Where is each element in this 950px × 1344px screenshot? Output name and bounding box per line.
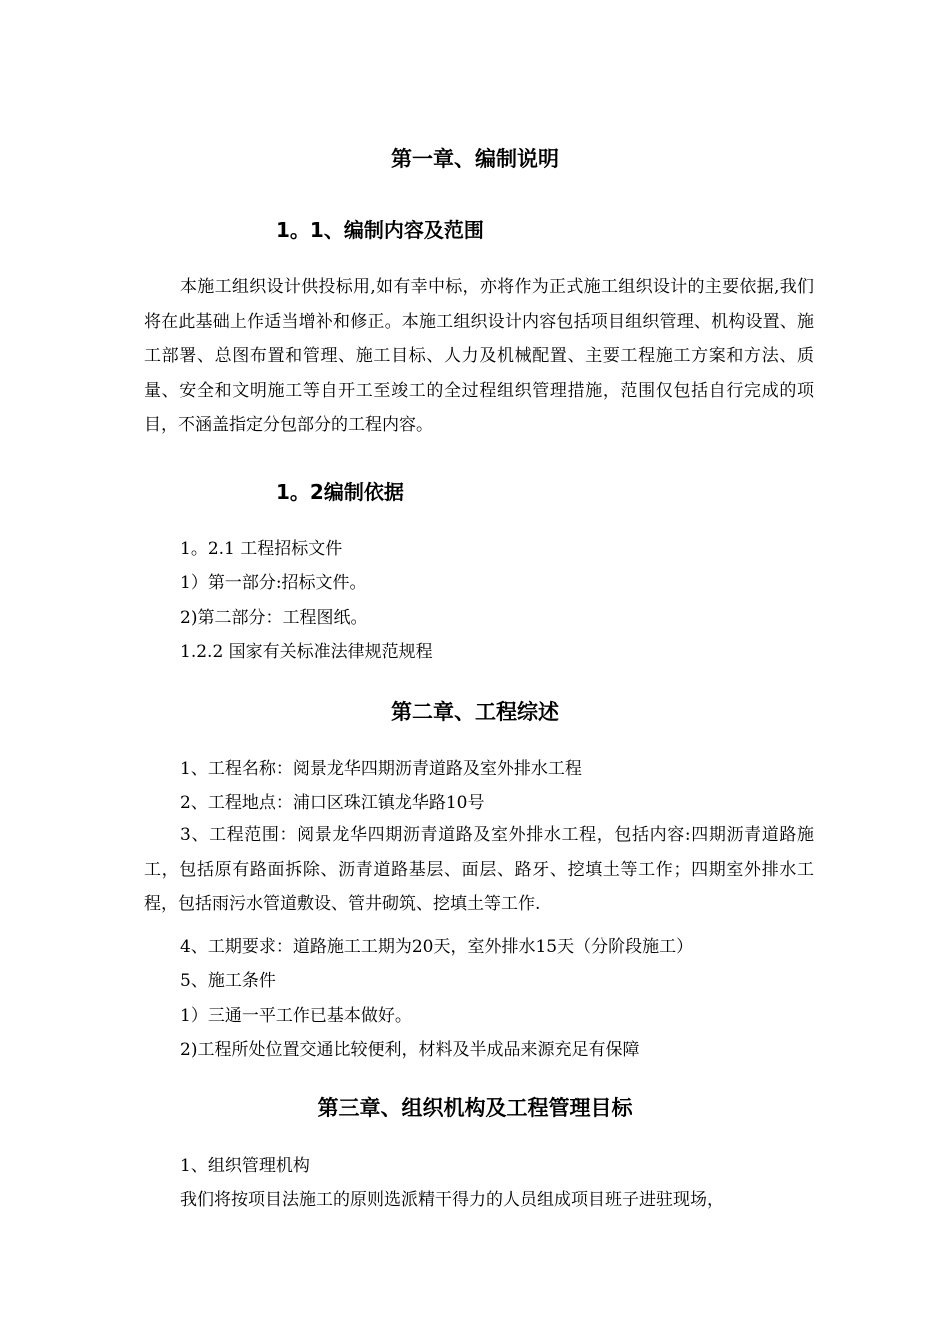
overview-line-6: 1）三通一平工作已基本做好。 — [180, 1006, 412, 1026]
basis-line-4: 1.2.2 国家有关标准法律规范规程 — [180, 642, 433, 662]
overview-line-4: 4、工期要求：道路施工工期为20天，室外排水15天（分阶段施工） — [180, 937, 694, 957]
section-1-2-title: 1。2编制依据 — [276, 480, 404, 504]
overview-line-1: 1、工程名称：阅景龙华四期沥青道路及室外排水工程 — [180, 759, 582, 779]
org-line-1: 1、组织管理机构 — [180, 1156, 310, 1176]
section-1-1-title: 1。1、编制内容及范围 — [276, 218, 484, 242]
overview-scope-paragraph: 3、工程范围：阅景龙华四期沥青道路及室外排水工程，包括内容:四期沥青道路施工，包括原有路面拆除、沥青道路基层、面层、路牙、挖填土等工作；四期室外排水工程，包括雨污水管道敷设、管井砌筑、挖填土等工作. — [144, 825, 814, 915]
chapter-2-title: 第二章、工程综述 — [391, 700, 559, 724]
basis-line-3: 2)第二部分：工程图纸。 — [180, 608, 368, 628]
section-1-1-paragraph: 本施工组织设计供投标用,如有幸中标，亦将作为正式施工组织设计的主要依据,我们将在此基础上作适当增补和修正。本施工组织设计内容包括项目组织管理、机构设置、施工部署、总图布置和管理、施工目标、人力及机械配置、主要工程施工方案和方法、质量、安全和文明施工等自开工至竣工的全过程组织管理措施，范围仅包括自行完成的项目，不涵盖指定分包部分的工程内容。 — [144, 277, 814, 436]
overview-line-5: 5、施工条件 — [180, 971, 276, 991]
overview-line-2: 2、工程地点：浦口区珠江镇龙华路10号 — [180, 793, 485, 813]
chapter-3-title: 第三章、组织机构及工程管理目标 — [317, 1096, 633, 1120]
basis-line-1: 1。2.1 工程招标文件 — [180, 539, 343, 559]
basis-line-2: 1）第一部分:招标文件。 — [180, 573, 367, 593]
org-line-2: 我们将按项目法施工的原则选派精干得力的人员组成项目班子进驻现场， — [180, 1190, 724, 1210]
overview-line-7: 2)工程所处位置交通比较便利，材料及半成品来源充足有保障 — [180, 1040, 640, 1060]
chapter-1-title: 第一章、编制说明 — [391, 147, 559, 171]
